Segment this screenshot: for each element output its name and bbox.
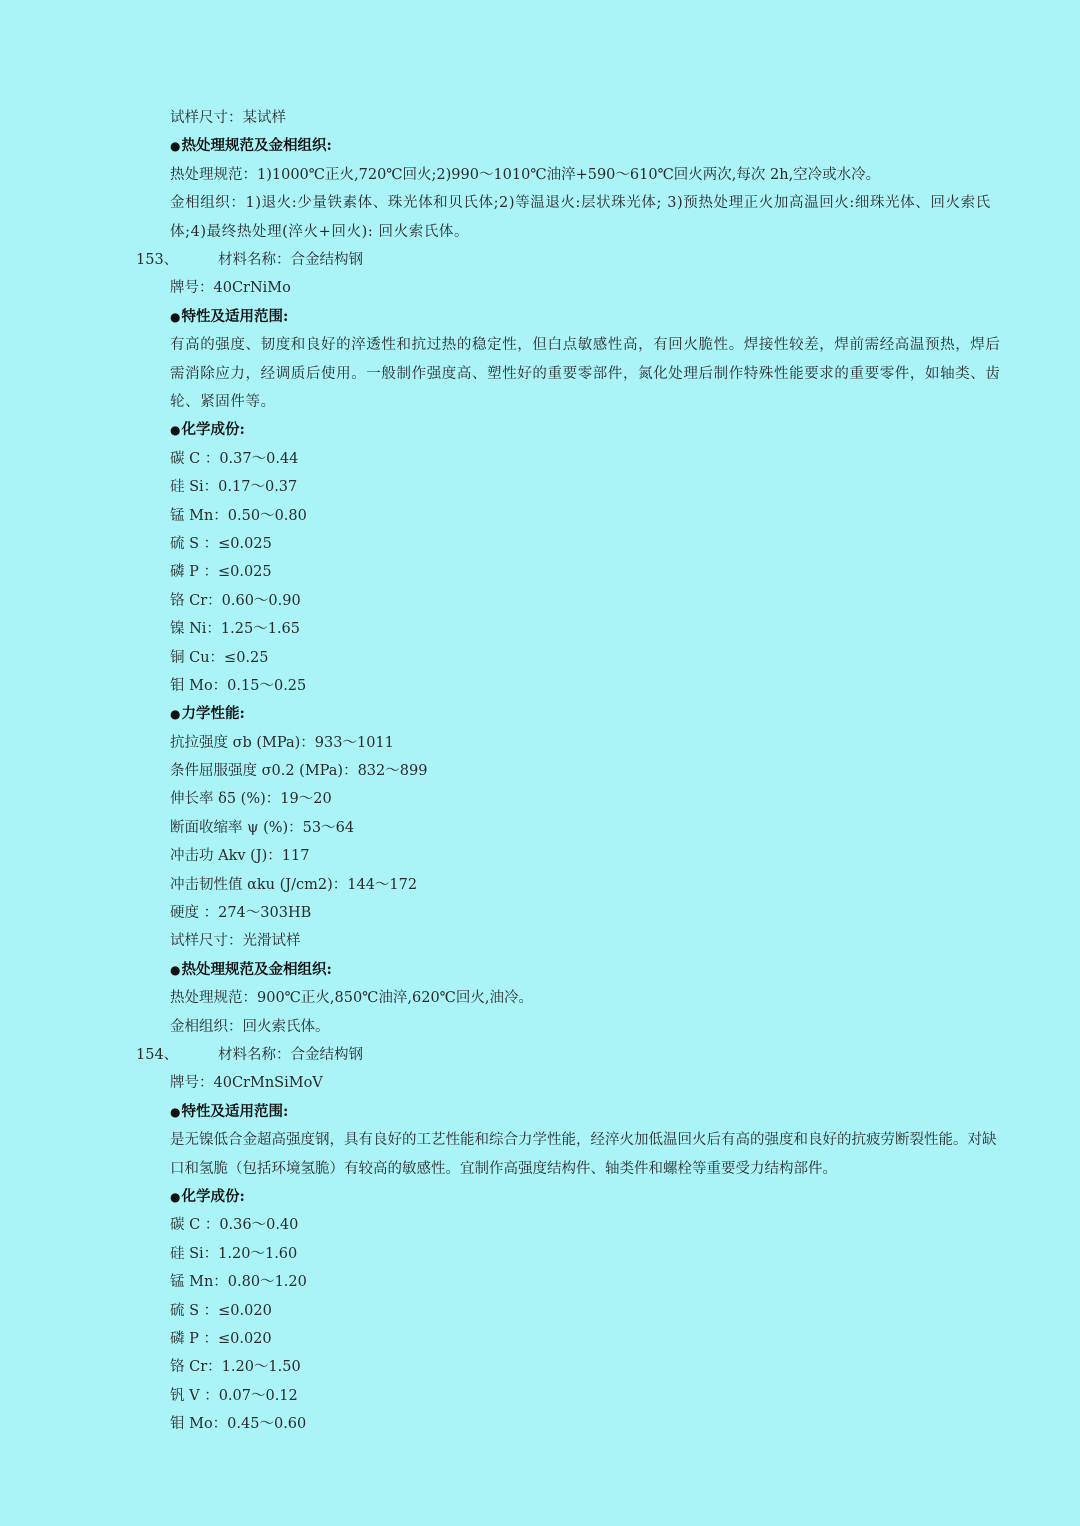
properties-heading: ●特性及适用范围: [170,307,289,325]
mech-item: 条件屈服强度 σ0.2 (MPa)：832～899 [170,763,428,780]
chemical-heading: ●化学成份: [170,1187,245,1205]
chem-item: 铬 Cr：0.60～0.90 [170,592,301,609]
material-153-grade: 牌号：40CrNiMo [170,280,291,297]
chem-item: 磷 P ：≤0.020 [170,1330,272,1347]
chem-item: 磷 P ：≤0.025 [170,564,272,581]
material-153-title [0,246,1080,274]
chem-item: 锰 Mn：0.80～1.20 [170,1274,307,1291]
chem-item: 钼 Mo：0.15～0.25 [170,677,307,694]
bullet-icon: ● [170,139,181,154]
chem-item: 钒 V ：0.07～0.12 [170,1387,298,1404]
material-number: 154、 [136,1046,179,1063]
mech-item: 试样尺寸：光滑试样 [170,933,301,950]
chem-item: 铬 Cr：1.20～1.50 [170,1359,301,1376]
material-154-title [0,1041,1080,1069]
chem-item: 锰 Mn：0.50～0.80 [170,507,307,524]
microstructure-paragraph: 金相组织：1)退火:少量铁素体、珠光体和贝氏体;2)等温退火:层状珠光体; 3)预热处理正火加高温回火:细珠光体、回火索氏体;4)最终热处理(淬火+回火): 回火索氏体。 [170,195,991,240]
bullet-icon: ● [170,707,181,722]
mech-item: 冲击功 Akv (J)：117 [170,848,310,865]
chem-item: 铜 Cu：≤0.25 [170,649,269,666]
bullet-icon: ● [170,423,181,438]
properties-paragraph: 是无镍低合金超高强度钢，具有良好的工艺性能和综合力学性能，经淬火加低温回火后有高的强度和良好的抗疲劳断裂性能。对缺口和氢脆（包括环境氢脆）有较高的敏感性。宜制作高强度结构件、轴类件和螺栓等重要受力结构部件。 [170,1132,997,1177]
mech-item: 断面收缩率 ψ (%)：53～64 [170,819,355,836]
heat-treatment-spec: 热处理规范：1)1000℃正火,720℃回火;2)990～1010℃油淬+590～610℃回火两次,每次 2h,空冷或水冷。 [170,166,881,183]
material-number: 153、 [136,251,179,268]
sample-size-line: 试样尺寸：某试样 [170,110,286,126]
mech-item: 冲击韧性值 αku (J/cm2)：144～172 [170,876,418,893]
microstructure-line: 金相组织：回火索氏体。 [170,1018,330,1035]
material-154-grade: 牌号：40CrMnSiMoV [170,1075,323,1092]
heat-treatment-heading: ●热处理规范及金相组织: [170,960,332,978]
material-name: 材料名称：合金结构钢 [218,1046,363,1063]
mech-item: 抗拉强度 σb (MPa)：933～1011 [170,734,394,751]
chem-item: 硫 S ：≤0.025 [170,535,272,552]
document-page [0,104,1080,1438]
chem-item: 镍 Ni：1.25～1.65 [170,621,301,638]
bullet-icon: ● [170,962,181,977]
chem-item: 硫 S ：≤0.020 [170,1302,272,1319]
properties-paragraph: 有高的强度、韧度和良好的淬透性和抗过热的稳定性，但白点敏感性高，有回火脆性。焊接性较差，焊前需经高温预热，焊后需消除应力，经调质后使用。一般制作强度高、塑性好的重要零部件，氮化处理后制作特殊性能要求的重要零件，如轴类、齿轮、紧固件等。 [170,337,1001,410]
mech-item: 硬度 ：274～303HB [170,905,312,922]
heat-treatment-heading: ●热处理规范及金相组织: [170,137,332,155]
chem-item: 碳 C ：0.37～0.44 [170,450,299,467]
heat-treatment-spec: 热处理规范：900℃正火,850℃油淬,620℃回火,油冷。 [170,990,534,1007]
mech-item: 伸长率 δ5 (%)：19～20 [170,791,332,808]
chem-item: 硅 Si：0.17～0.37 [170,479,298,496]
chem-item: 硅 Si：1.20～1.60 [170,1245,298,1262]
bullet-icon: ● [170,309,181,324]
chem-item: 碳 C ：0.36～0.40 [170,1217,299,1234]
properties-heading: ●特性及适用范围: [170,1102,289,1120]
chem-item: 钼 Mo：0.45～0.60 [170,1416,307,1433]
bullet-icon: ● [170,1104,181,1119]
mechanical-heading: ●力学性能: [170,705,245,723]
bullet-icon: ● [170,1189,181,1204]
chemical-heading: ●化学成份: [170,421,245,439]
material-name: 材料名称：合金结构钢 [218,251,363,268]
